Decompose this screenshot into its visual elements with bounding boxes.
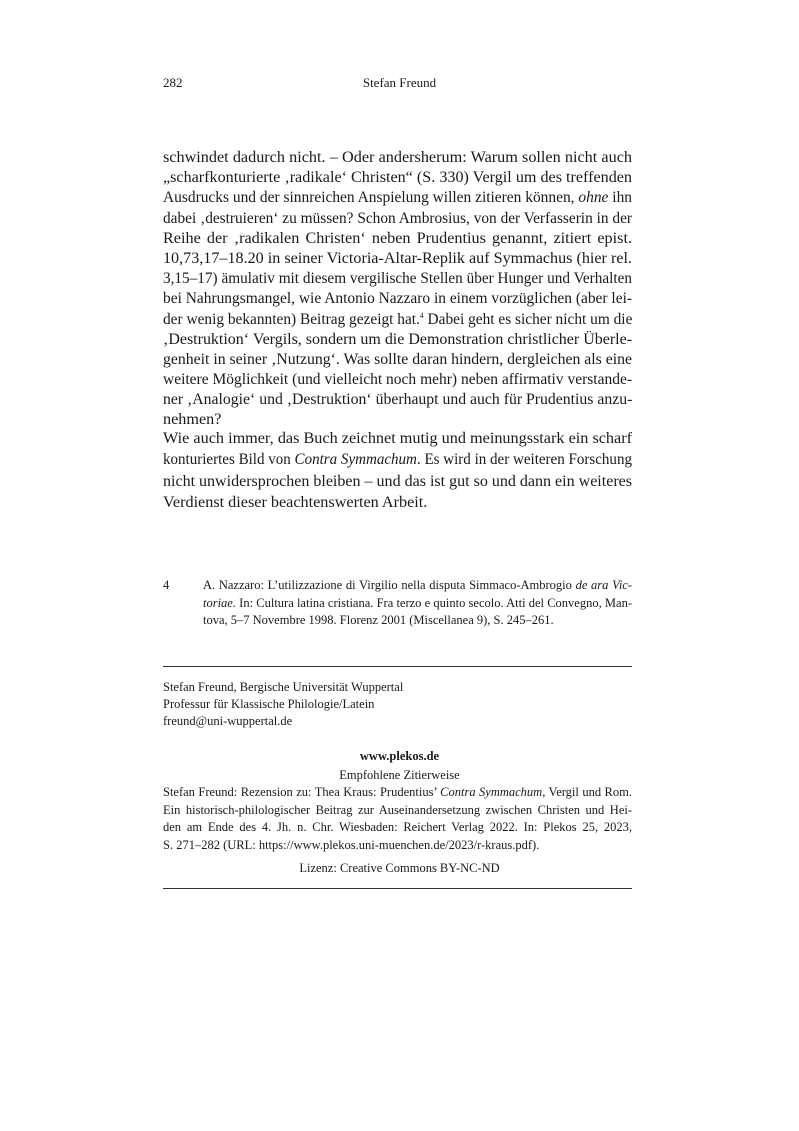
text-segment: weitere Möglichkeit (und vielleicht noch mehr) neben affirmativ verstande- [163, 370, 632, 389]
divider-top [163, 666, 632, 667]
text-segment: Dabei geht es sicher nicht um die [423, 309, 633, 328]
text-line [163, 309, 632, 329]
text-line [203, 595, 632, 613]
text-line [163, 349, 632, 369]
address-line: Stefan Freund, Bergische Universität Wuppertal [163, 680, 404, 694]
text-line [163, 784, 632, 802]
text-line [163, 329, 632, 349]
text-segment: „scharfkonturierte ‚radikale‘ Christen“ (S. 330) Vergil um des treffenden [163, 168, 632, 187]
text-segment: Reihe der ‚radikalen Christen‘ neben Prudentius genannt, zitiert epist. [163, 228, 632, 247]
text-segment: A. Nazzaro: L’utilizzazione di Virgilio nella disputa Simmaco-Ambrogio [203, 578, 576, 592]
divider-bottom [163, 888, 632, 889]
text-line [163, 471, 632, 492]
author-address [163, 679, 632, 730]
text-segment: der wenig bekannten) Beitrag gezeigt hat. [163, 309, 420, 328]
text-segment: den am Ende des 4. Jh. n. Chr. Wiesbaden: Reichert Verlag 2022. In: Plekos 25, 2023, [163, 820, 632, 834]
text-segment: nehmen? [163, 410, 222, 429]
text-line [163, 147, 632, 167]
text-line [163, 389, 632, 409]
italic-text: de ara Vic- [575, 578, 632, 592]
citation-title: Empfohlene Zitierweise [339, 768, 460, 782]
page-number: 282 [163, 75, 183, 90]
text-line [163, 187, 632, 207]
text-segment: , Vergil und Rom. [542, 785, 632, 799]
text-line [163, 288, 632, 308]
text-line [163, 268, 632, 288]
text-line [163, 819, 632, 837]
text-segment: konturiertes Bild von [163, 450, 295, 469]
italic-text: ohne [578, 188, 609, 207]
text-segment: Wie auch immer, das Buch zeichnet mutig und meinungsstark ein scharf [163, 429, 632, 447]
text-line [163, 208, 632, 228]
text-segment: S. 271–282 (URL: https://www.plekos.uni-muenchen.de/2023/r-kraus.pdf). [163, 837, 540, 852]
text-line [163, 228, 632, 248]
text-segment: . Es wird in der weiteren Forschung [416, 450, 632, 469]
text-segment: Verdienst dieser beachtenswerten Arbeit. [163, 492, 428, 511]
body-paragraph-1 [163, 147, 632, 430]
address-line: Professur für Klassische Philologie/Latein [163, 697, 375, 711]
text-segment: genheit in seiner ‚Nutzung‘. Was sollte daran hindern, dergleichen als eine [163, 349, 632, 368]
address-email: freund@uni-wuppertal.de [163, 714, 293, 728]
text-segment: 10,73,17–18.20 in seiner Victoria-Altar-Replik auf Symmachus (hier rel. [163, 248, 632, 267]
text-segment: 3,15–17) ämulativ mit diesem vergilische Stellen über Hunger und Verhalten [163, 269, 632, 288]
text-line [163, 167, 632, 187]
text-segment: bei Nahrungsmangel, wie Antonio Nazzaro in einem vorzüglichen (aber lei- [163, 289, 632, 308]
footnote-ref[interactable]: 4 [419, 310, 424, 320]
text-line [163, 837, 632, 855]
text-line [163, 248, 632, 268]
text-segment: dabei ‚destruieren‘ zu müssen? Schon Ambrosius, von der Verfasserin in der [163, 208, 632, 227]
text-segment: Ausdrucks und der sinnreichen Anspielung willen zitieren können, [163, 188, 579, 207]
running-head: Stefan Freund [362, 75, 437, 90]
text-segment: nicht unwidersprochen bleiben – und das ist gut so und dann ein weiteres [163, 471, 632, 490]
italic-text: Contra Symmachum [440, 785, 543, 799]
text-segment: In: Cultura latina cristiana. Fra terzo e quinto secolo. Atti del Convegno, Man- [235, 595, 632, 610]
text-line [163, 369, 632, 389]
citation-text [163, 784, 632, 854]
italic-text: Contra Symmachum [294, 450, 417, 469]
text-line [163, 802, 632, 820]
text-segment: schwindet dadurch nicht. – Oder andersherum: Warum sollen nicht auch [163, 148, 632, 166]
footnote-number: 4 [163, 578, 170, 592]
text-segment: tova, 5–7 Novembre 1998. Florenz 2001 (Miscellanea 9), S. 245–261. [203, 613, 554, 627]
license: Lizenz: Creative Commons BY-NC-ND [299, 861, 500, 875]
italic-text: toriae. [203, 595, 236, 610]
text-segment: Ein historisch-philologischer Beitrag zur Auseinandersetzung zwischen Christen und Hei- [163, 802, 632, 817]
text-line [203, 612, 632, 630]
text-segment: Stefan Freund: Rezension zu: Thea Kraus: Prudentius’ [163, 785, 441, 799]
text-segment: ner ‚Analogie‘ und ‚Destruktion‘ überhaupt und auch für Prudentius anzu- [163, 390, 633, 409]
footnote-text [203, 577, 632, 630]
text-line [163, 428, 632, 449]
text-line [163, 449, 632, 470]
text-segment: ‚Destruktion‘ Vergils, sondern um die Demonstration christlicher Überle- [163, 329, 633, 348]
text-segment: ihn [608, 188, 633, 207]
text-line [163, 492, 632, 513]
body-paragraph-2 [163, 428, 632, 513]
text-line [163, 409, 632, 429]
text-line [203, 577, 632, 595]
site-link[interactable]: www.plekos.de [359, 749, 440, 763]
